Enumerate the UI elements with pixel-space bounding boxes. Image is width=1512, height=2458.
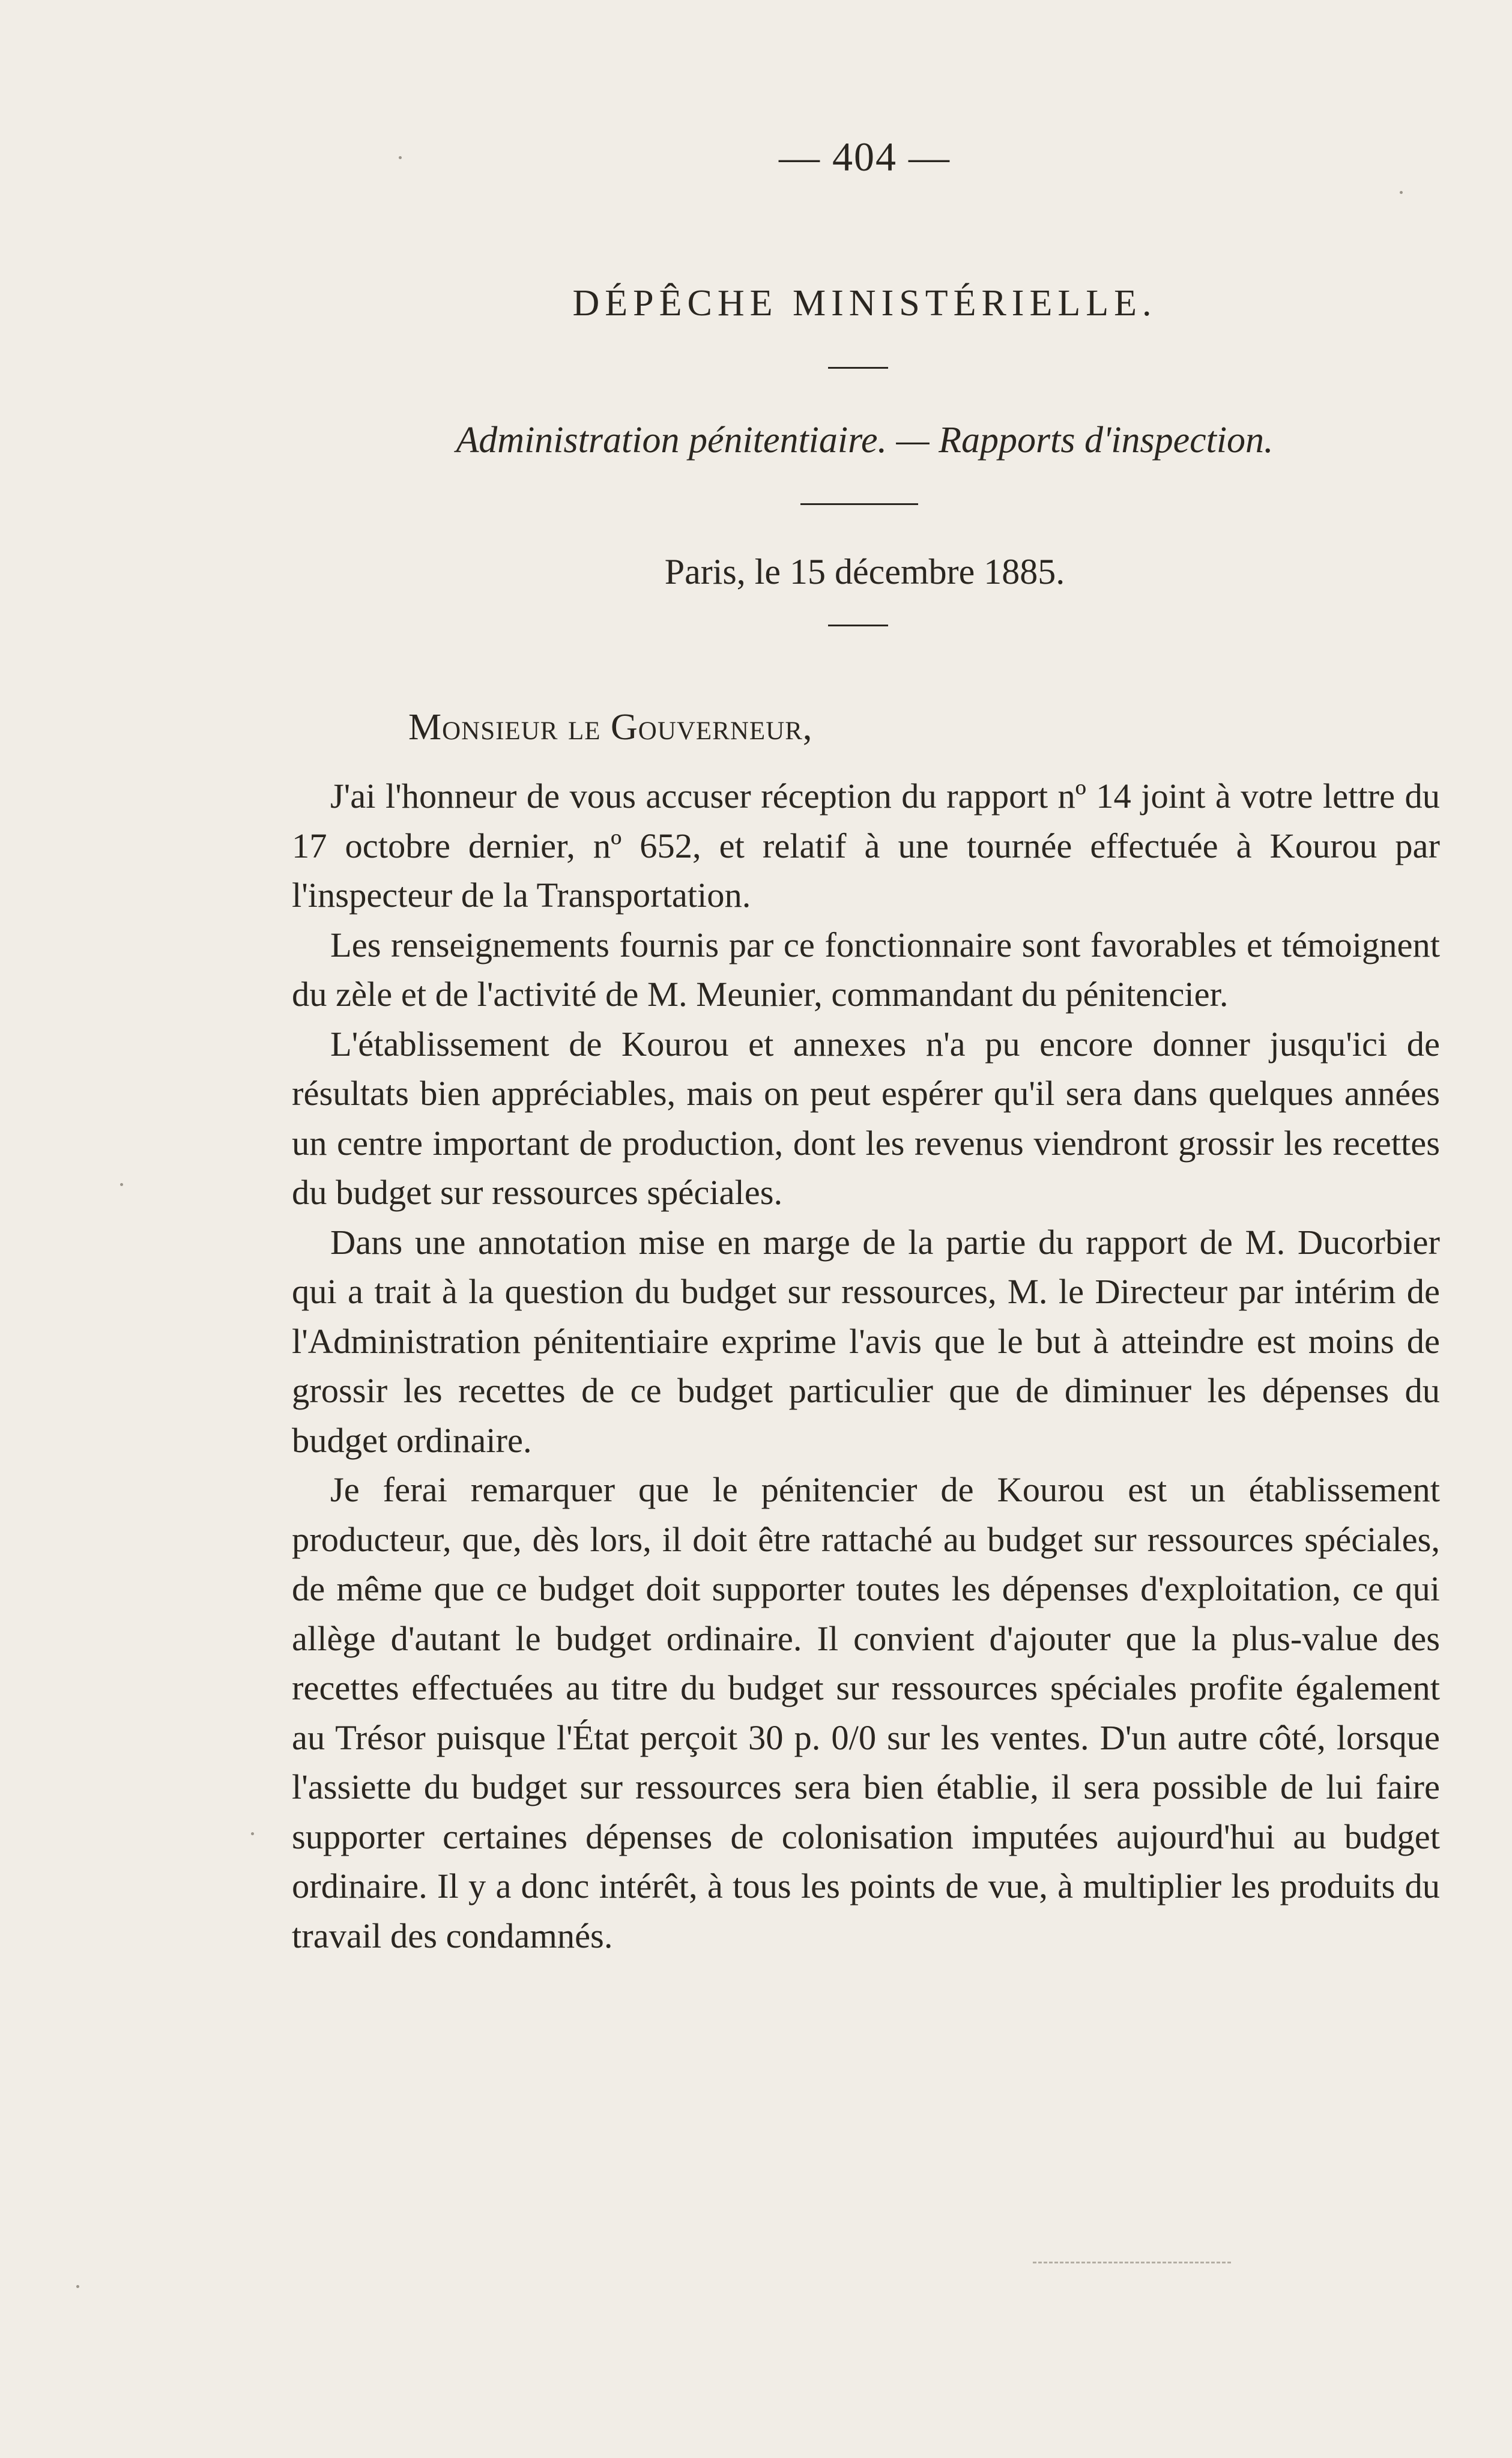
divider-rule (800, 503, 918, 505)
dispatch-subtitle: Administration pénitentiaire. — Rapports d'inspection. (456, 420, 1274, 461)
body-paragraph: Les renseignements fournis par ce fonctionnaire sont favorables et témoignent du zèle et de l'activité de M. Meunier, commandant du pénitencier. (292, 925, 1440, 1014)
paper-speck (76, 2285, 79, 2288)
divider-rule (828, 625, 888, 626)
dateline: Paris, le 15 décembre 1885. (664, 552, 1065, 592)
body-paragraph: J'ai l'honneur de vous accuser réception du rapport nº 14 joint à votre lettre du 17 octobre dernier, nº 652, et relatif à une tournée effectuée à Kourou par l'inspecteur de la Transportation. (292, 776, 1440, 915)
body-paragraph: Dans une annotation mise en marge de la partie du rapport de M. Ducorbier qui a trait à la question du budget sur ressources, M. le Directeur par intérim de l'Administration pénitentiaire exprime l'avis que le but à atteindre est moins de grossir les recettes de ce budget particulier que de diminuer les dépenses du budget ordinaire. (292, 1222, 1440, 1460)
paper-speck (251, 1832, 254, 1835)
paper-speck (1400, 191, 1403, 194)
salutation: Monsieur le Gouverneur, (408, 707, 813, 748)
body-paragraph: L'établissement de Kourou et annexes n'a pu encore donner jusqu'ici de résultats bien appréciables, mais on peut espérer qu'il sera dans quelques années un centre important de production, dont les revenus viendront grossir les recettes du budget sur ressources spéciales. (292, 1024, 1440, 1212)
paper-speck (120, 1183, 123, 1186)
divider-rule (828, 367, 888, 369)
paper-speck (399, 156, 402, 159)
faint-dashes (1033, 2262, 1231, 2263)
body-paragraph: Je ferai remarquer que le pénitencier de Kourou est un établissement producteur, que, dès lors, il doit être rattaché au budget sur ressources spéciales, de même que ce budget doit supporter toutes les dépenses d'exploitation, ce qui allège d'autant le budget ordinaire. Il convient d'ajouter que la plus-value des recettes effectuées au titre du budget sur ressources spéciales profite également au Trésor puisque l'État perçoit 30 p. 0/0 sur les ventes. D'un autre côté, lorsque l'assiette du budget sur ressources sera bien établie, il sera possible de lui faire supporter certaines dépenses de colonisation imputées aujourd'hui au budget ordinaire. Il y a donc intérêt, à tous les points de vue, à multiplier les produits du travail des condamnés. (292, 1470, 1440, 1955)
dispatch-title: DÉPÊCHE MINISTÉRIELLE. (572, 283, 1157, 324)
page-number: — 404 — (779, 134, 951, 180)
letter-body (292, 772, 1440, 1961)
